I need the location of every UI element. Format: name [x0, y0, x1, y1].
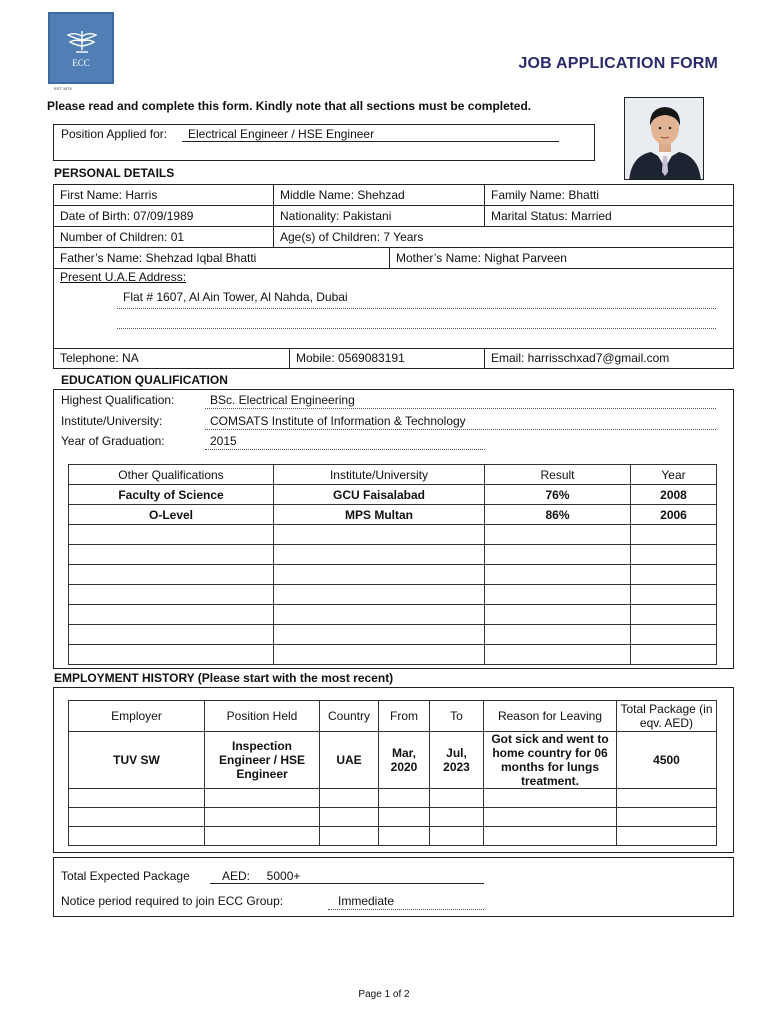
qual-cell-empty[interactable]: [274, 545, 485, 565]
emp-cell-empty[interactable]: [69, 789, 205, 808]
qual-cell-empty[interactable]: [69, 525, 274, 545]
qual-cell-empty[interactable]: [69, 545, 274, 565]
highest-qualification-label: Highest Qualification:: [61, 393, 175, 407]
qual-cell-empty[interactable]: [631, 525, 717, 545]
emp-header-employer: Employer: [69, 701, 205, 732]
highest-qualification-line: [205, 408, 716, 409]
address-line-1: [117, 308, 716, 309]
qual-cell-empty[interactable]: [631, 625, 717, 645]
table-row-empty: [69, 565, 717, 585]
address-value[interactable]: Flat # 1607, Al Ain Tower, Al Nahda, Dubai: [123, 290, 348, 304]
table-row: [69, 485, 717, 505]
qual-cell-empty[interactable]: [631, 545, 717, 565]
marital-status-field[interactable]: Marital Status: Married: [485, 206, 733, 227]
institute-label: Institute/University:: [61, 414, 163, 428]
qual-cell-empty[interactable]: [485, 645, 631, 665]
emp-header-package: Total Package (in eqv. AED): [617, 701, 717, 732]
qual-cell-empty[interactable]: [485, 565, 631, 585]
qual-cell-empty[interactable]: [69, 585, 274, 605]
qual-cell[interactable]: Faculty of Science: [69, 485, 274, 505]
qual-cell-empty[interactable]: [69, 645, 274, 665]
notice-period-label: Notice period required to join ECC Group:: [61, 894, 284, 908]
emp-cell[interactable]: TUV SW: [69, 732, 205, 789]
emp-header-position: Position Held: [205, 701, 320, 732]
emp-cell-empty[interactable]: [320, 808, 379, 827]
qual-cell[interactable]: 2008: [631, 485, 717, 505]
page-number: Page 1 of 2: [358, 989, 410, 1000]
qual-cell[interactable]: 2006: [631, 505, 717, 525]
qual-cell[interactable]: O-Level: [69, 505, 274, 525]
first-name-field[interactable]: First Name: Harris: [54, 185, 274, 206]
position-underline: [182, 141, 559, 142]
graduation-year-label: Year of Graduation:: [61, 434, 165, 448]
emp-cell-empty[interactable]: [69, 827, 205, 846]
qual-cell-empty[interactable]: [631, 605, 717, 625]
logo-text: ECC: [72, 58, 90, 68]
nationality-field[interactable]: Nationality: Pakistani: [274, 206, 485, 227]
instructions: Please read and complete this form. Kindly note that all sections must be completed.: [47, 99, 532, 113]
form-title: JOB APPLICATION FORM: [518, 55, 718, 72]
other-qualifications-table: [68, 464, 717, 665]
emp-cell-empty[interactable]: [205, 808, 320, 827]
qual-cell-empty[interactable]: [69, 625, 274, 645]
emp-cell[interactable]: Inspection Engineer / HSE Engineer: [205, 732, 320, 789]
table-row-empty: [69, 808, 717, 827]
education-section-title: EDUCATION QUALIFICATION: [61, 373, 228, 387]
emp-cell-empty[interactable]: [205, 789, 320, 808]
applicant-photo: [624, 97, 704, 180]
employment-section-title: EMPLOYMENT HISTORY (Please start with the most recent): [54, 671, 394, 685]
mobile-field[interactable]: Mobile: 0569083191: [290, 349, 485, 368]
notice-period-line: [328, 909, 484, 910]
company-logo: [48, 12, 114, 84]
emp-header-from: From: [379, 701, 430, 732]
emp-cell-empty[interactable]: [617, 789, 717, 808]
institute-value[interactable]: COMSATS Institute of Information & Technology: [210, 414, 466, 428]
position-value[interactable]: Electrical Engineer / HSE Engineer: [188, 127, 375, 141]
table-row: [69, 732, 717, 789]
qual-cell-empty[interactable]: [485, 625, 631, 645]
qual-cell-empty[interactable]: [485, 605, 631, 625]
emp-cell-empty[interactable]: [430, 789, 484, 808]
emp-cell-empty[interactable]: [320, 827, 379, 846]
qual-cell-empty[interactable]: [274, 525, 485, 545]
expected-package-label: Total Expected Package: [61, 869, 190, 883]
qual-cell-empty[interactable]: [631, 645, 717, 665]
highest-qualification-value[interactable]: BSc. Electrical Engineering: [210, 393, 355, 407]
table-row-empty: [69, 545, 717, 565]
qual-cell-empty[interactable]: [274, 565, 485, 585]
family-name-field[interactable]: Family Name: Bhatti: [485, 185, 733, 206]
emp-cell-empty[interactable]: [617, 808, 717, 827]
qual-cell-empty[interactable]: [274, 645, 485, 665]
emp-cell-empty[interactable]: [430, 808, 484, 827]
qual-header-result: Result: [485, 465, 631, 485]
emp-cell-empty[interactable]: [430, 827, 484, 846]
emp-cell-empty[interactable]: [484, 827, 617, 846]
address-label: Present U.A.E Address:: [60, 270, 187, 284]
emp-header-country: Country: [320, 701, 379, 732]
emp-cell-empty[interactable]: [484, 808, 617, 827]
institute-line: [205, 429, 716, 430]
children-count-field[interactable]: Number of Children: 01: [54, 227, 274, 248]
emp-cell-empty[interactable]: [205, 827, 320, 846]
qual-cell-empty[interactable]: [631, 585, 717, 605]
emp-cell[interactable]: 4500: [617, 732, 717, 789]
qual-cell-empty[interactable]: [69, 605, 274, 625]
personal-section-title: PERSONAL DETAILS: [54, 166, 175, 180]
package-box: [53, 857, 734, 917]
qual-cell-empty[interactable]: [274, 585, 485, 605]
dob-field[interactable]: Date of Birth: 07/09/1989: [54, 206, 274, 227]
qual-cell-empty[interactable]: [485, 545, 631, 565]
table-row-empty: [69, 645, 717, 665]
table-row-empty: [69, 789, 717, 808]
emp-cell-empty[interactable]: [617, 827, 717, 846]
emp-cell[interactable]: Mar, 2020: [379, 732, 430, 789]
qual-cell-empty[interactable]: [274, 605, 485, 625]
table-row-empty: [69, 605, 717, 625]
telephone-field[interactable]: Telephone: NA: [54, 349, 290, 368]
emp-cell-empty[interactable]: [484, 789, 617, 808]
table-row: [69, 505, 717, 525]
email-field[interactable]: Email: harrisschxad7@gmail.com: [491, 351, 670, 365]
emp-cell-empty[interactable]: [69, 808, 205, 827]
emp-cell-empty[interactable]: [320, 789, 379, 808]
middle-name-field[interactable]: Middle Name: Shehzad: [274, 185, 485, 206]
address-line-2: [117, 328, 716, 329]
father-name-field[interactable]: Father’s Name: Shehzad Iqbal Bhatti: [54, 248, 390, 269]
emp-cell[interactable]: Got sick and went to home country for 06 months for lungs treatment.: [484, 732, 617, 789]
mother-name-field[interactable]: Mother’s Name: Nighat Parveen: [390, 248, 733, 269]
table-row-empty: [69, 827, 717, 846]
emp-cell-empty[interactable]: [379, 808, 430, 827]
emp-cell[interactable]: UAE: [320, 732, 379, 789]
table-row-empty: [69, 625, 717, 645]
qual-cell[interactable]: GCU Faisalabad: [274, 485, 485, 505]
qual-cell[interactable]: 86%: [485, 505, 631, 525]
position-label: Position Applied for:: [61, 127, 168, 141]
employment-table: [68, 700, 717, 846]
emp-header-reason: Reason for Leaving: [484, 701, 617, 732]
person-photo-icon: [625, 98, 704, 180]
children-ages-field[interactable]: Age(s) of Children: 7 Years: [274, 227, 733, 248]
qual-cell-empty[interactable]: [274, 625, 485, 645]
expected-package-line: [210, 883, 484, 884]
emp-cell[interactable]: Jul, 2023: [430, 732, 484, 789]
qual-cell-empty[interactable]: [485, 585, 631, 605]
notice-period-value[interactable]: Immediate: [338, 894, 395, 908]
qual-header-year: Year: [631, 465, 717, 485]
qual-cell[interactable]: 76%: [485, 485, 631, 505]
qual-header-qualification: Other Qualifications: [69, 465, 274, 485]
table-row-empty: [69, 585, 717, 605]
qual-header-institute: Institute/University: [274, 465, 485, 485]
emp-header-to: To: [430, 701, 484, 732]
qual-cell-empty[interactable]: [631, 565, 717, 585]
table-row-empty: [69, 525, 717, 545]
logo-emblem-icon: [64, 28, 100, 56]
qual-cell[interactable]: MPS Multan: [274, 505, 485, 525]
qual-cell-empty[interactable]: [69, 565, 274, 585]
logo-est: EST 1975: [54, 86, 72, 91]
graduation-year-value[interactable]: 2015: [210, 434, 237, 448]
qual-cell-empty[interactable]: [485, 525, 631, 545]
emp-cell-empty[interactable]: [379, 827, 430, 846]
graduation-year-line: [205, 449, 485, 450]
emp-cell-empty[interactable]: [379, 789, 430, 808]
expected-package-value[interactable]: AED: 5000+: [222, 869, 301, 883]
